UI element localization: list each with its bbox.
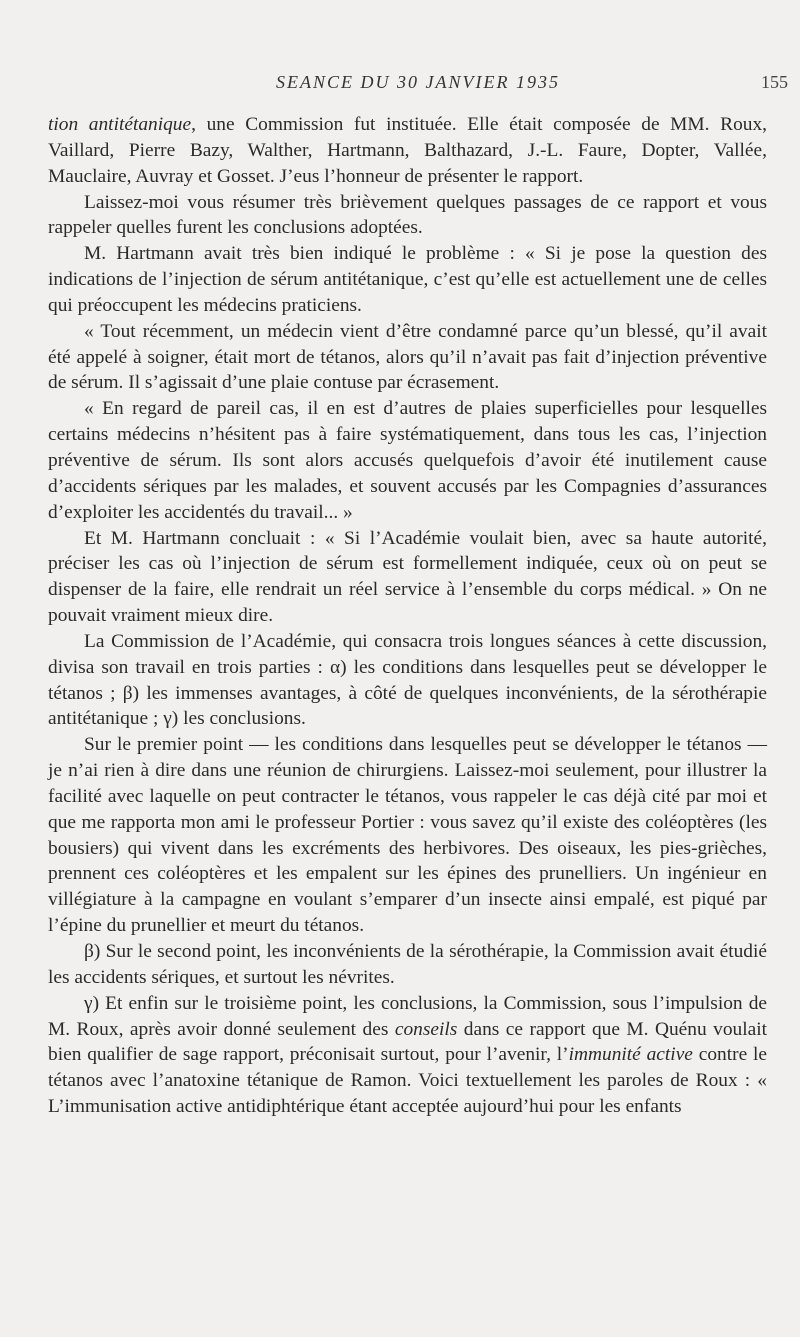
paragraph-5: « En regard de pareil cas, il en est d’autres de plaies superficielles pour lesquelles certains médecins n’hésitent pas à faire systématiquement, dans tous les cas, l’injection préventive de sérum. Ils sont alors accusés quelquefois d’avoir été inutilement cause d’accidents sériques par les malades, et souvent accusés par les Compagnies d’assurances d’exploiter les accidentés du travail... » <box>48 398 767 523</box>
paragraph-1 <box>48 112 767 190</box>
paragraph-4: « Tout récemment, un médecin vient d’être condamné parce qu’un blessé, qu’il avait été appelé à soigner, était mort de tétanos, alors qu’il n’avait pas fait d’injection préventive de sérum. Il s’agissait d’une plaie contuse par écrasement. <box>48 320 767 394</box>
paragraph-10-italic-immunite: immunité active <box>568 1044 693 1066</box>
paragraph-6: Et M. Hartmann concluait : « Si l’Académie voulait bien, avec sa haute autorité, préciser les cas où l’injection de sérum est formellement indiquée, ceux où on peut se dispenser de la faire, elle rendrait un réel service à l’ensemble du corps médical. » On ne pouvait vraiment mieux dire. <box>48 527 767 627</box>
paragraph-1-text: , une Commission fut instituée. Elle était composée de MM. Roux, Vaillard, Pierre Bazy, Walther, Hartmann, Balthazard, J.-L. Faure, Dopter, Vallée, Mauclaire, Auvray et Gosset. J’eus l’honneur de présenter le rapport. <box>48 114 768 187</box>
paragraph-8: Sur le premier point — les conditions dans lesquelles peut se développer le tétanos — je n’ai rien à dire dans une réunion de chirurgiens. Laissez-moi seulement, pour illustrer la facilité avec laquelle on peut contracter le tétanos, vous rappeler le cas déjà cité par moi et que me rapporta mon ami le professeur Portier : vous savez qu’il existe des coléoptères (les bousiers) qui vivent dans les excréments des herbivores. Des oiseaux, les pies-grièches, prennent ces coléoptères et les empalent sur les épines des prunelliers. Un ingénieur en villégiature à la campagne en voulant s’emparer d’un insecte ainsi empalé, est piqué par l’épine du prunellier et meurt du tétanos. <box>48 734 767 937</box>
paragraph-10-text-b: dans ce rapport que M. Quénu voulait bien qualifier de sage rapport, préconisait surtout, pour l’avenir, l’ <box>48 1018 767 1066</box>
running-title: SEANCE DU 30 JANVIER 1935 <box>276 72 560 92</box>
paragraph-10-text-a: γ) Et enfin sur le troisième point, les conclusions, la Commission, sous l’impulsion de M. Roux, après avoir donné seulement des <box>48 992 767 1040</box>
paragraph-10 <box>48 991 767 1120</box>
paragraph-7: La Commission de l’Académie, qui consacra trois longues séances à cette discussion, divisa son travail en trois parties : α) les conditions dans lesquelles peut se développer le tétanos ; β) les immenses avantages, à côté de quelques inconvénients, de la sérothérapie antitétanique ; γ) les conclusions. <box>48 630 767 730</box>
paragraph-9: β) Sur le second point, les inconvénients de la sérothérapie, la Commission avait étudié les accidents sériques, et surtout les névrites. <box>48 941 767 988</box>
paragraph-1-italic-lead: tion antitétanique <box>48 114 192 135</box>
paragraph-3: M. Hartmann avait très bien indiqué le problème : « Si je pose la question des indications de l’injection de sérum antitétanique, c’est qu’elle est actuellement une de celles qui préoccupent les médecins praticiens. <box>48 243 767 316</box>
page-number: 155 <box>761 72 788 92</box>
paragraph-10-italic-conseils: conseils <box>394 1018 458 1040</box>
paragraph-2: Laissez-moi vous résumer très brièvement quelques passages de ce rapport et vous rappeler quelles furent les conclusions adoptées. <box>48 191 767 239</box>
body-text <box>48 112 767 1120</box>
paragraph-10-text-c: contre le tétanos avec l’anatoxine tétanique de Ramon. Voici textuellement les paroles de Roux : « L’immunisation active antidiphtérique étant acceptée aujourd’hui pour les enfants <box>48 1044 767 1118</box>
page-header <box>48 72 788 102</box>
